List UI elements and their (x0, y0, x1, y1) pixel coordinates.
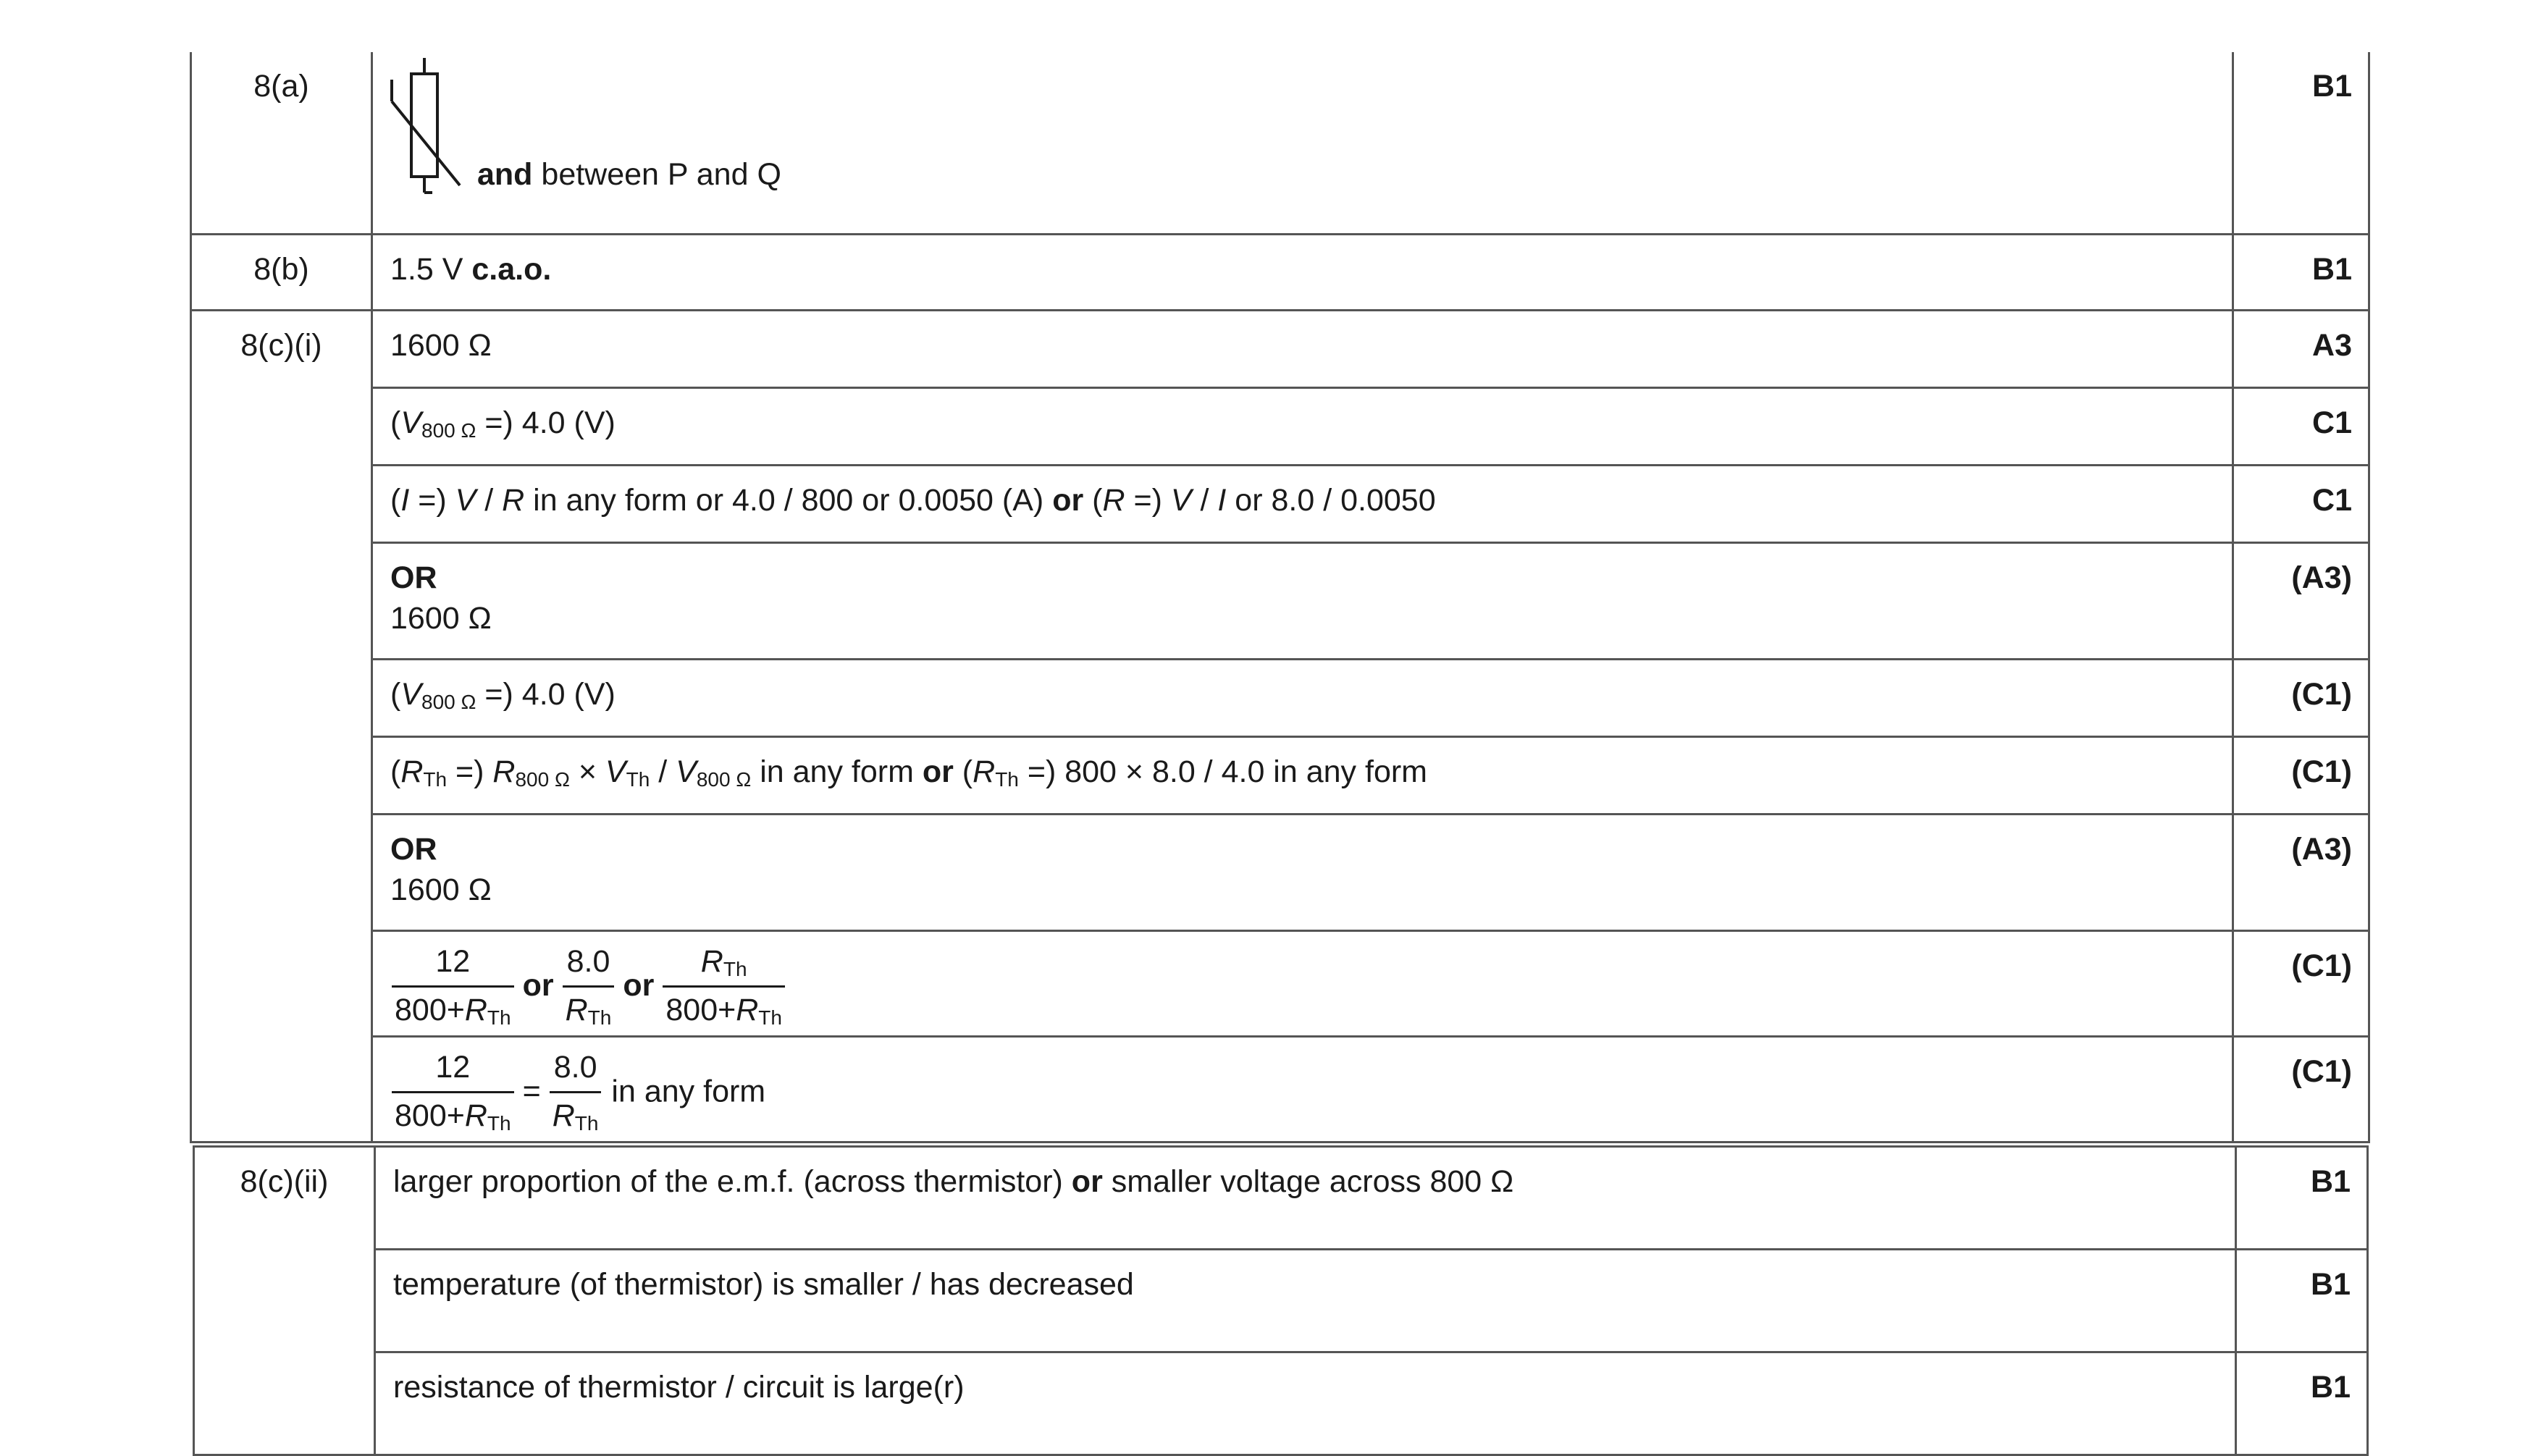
answer-cell (372, 543, 2233, 660)
table-row (191, 388, 2369, 466)
question-number: 8(c)(ii) (194, 1147, 375, 1455)
answer-bold: and (477, 157, 533, 193)
table-row (194, 1147, 2368, 1250)
table-row (191, 311, 2369, 388)
fraction: $\frac{8.0}{R_{Th}}$ (563, 942, 615, 1031)
fraction: $\frac{12}{800+R_{Th}}$ (392, 1048, 514, 1137)
table-row (191, 235, 2369, 311)
table-row (191, 737, 2369, 815)
table-row (194, 1250, 2368, 1352)
mark: (C1) (2233, 1036, 2369, 1142)
mark: B1 (2236, 1352, 2368, 1455)
answer-cell: $\frac{12}{800+R_{Th}}$ or $\frac{8.0}{R_{Th}}$ or $\frac{R_{Th}}{800+R_{Th}}$ (372, 931, 2233, 1037)
or-label: OR (390, 832, 437, 867)
or-label: OR (390, 560, 437, 595)
answer-cell: resistance of thermistor / circuit is large(r) (375, 1352, 2236, 1455)
mark: (A3) (2233, 815, 2369, 931)
mark: (C1) (2233, 737, 2369, 815)
question-number: 8(b) (191, 235, 372, 311)
fraction: $\frac{R_{Th}}{800+R_{Th}}$ (663, 942, 785, 1031)
mark: B1 (2233, 235, 2369, 311)
mark: B1 (2233, 52, 2369, 235)
table-row (191, 52, 2369, 235)
mark: (A3) (2233, 543, 2369, 660)
answer-text: 1600 Ω (390, 600, 492, 636)
thermistor-symbol-icon (390, 58, 470, 195)
answer-text: between P and Q (532, 157, 781, 193)
table-row (191, 466, 2369, 543)
fraction: $\frac{8.0}{R_{Th}}$ (550, 1048, 602, 1137)
mark: B1 (2236, 1147, 2368, 1250)
answer-cell: temperature (of thermistor) is smaller / has decreased (375, 1250, 2236, 1352)
question-number: 8(c)(i) (191, 311, 372, 1143)
mark: (C1) (2233, 660, 2369, 737)
answer-cell: ($V_{800 \Omega}$ =) 4.0 (V) (372, 388, 2233, 466)
table-row (194, 1352, 2368, 1455)
mark-scheme-table (190, 52, 2370, 1143)
table-row (191, 543, 2369, 660)
answer-cell: 1600 Ω (372, 311, 2233, 388)
fraction: $\frac{12}{800+R_{Th}}$ (392, 942, 514, 1031)
answer-cell: (I =) V / R in any form or 4.0 / 800 or 0.0050 (A) or (R =) V / I or 8.0 / 0.0050 (372, 466, 2233, 543)
answer-bold: c.a.o. (471, 252, 552, 287)
mark: C1 (2233, 466, 2369, 543)
question-number: 8(a) (191, 52, 372, 235)
table-row (191, 1036, 2369, 1142)
answer-cell (372, 52, 2233, 235)
mark: A3 (2233, 311, 2369, 388)
answer-cell: ($R_{Th}$ =) $R_{800 \Omega} \times V_{Th} / V_{800 \Omega}$ in any form or ($R_{Th}$ =) 800 × 8.0 / 4.0 in any form (372, 737, 2233, 815)
answer-cell: larger proportion of the e.m.f. (across thermistor) or smaller voltage across 800 Ω (375, 1147, 2236, 1250)
answer-cell: $\frac{12}{800+R_{Th}}$ = $\frac{8.0}{R_{Th}}$ in any form (372, 1036, 2233, 1142)
mark: C1 (2233, 388, 2369, 466)
answer-text: 1.5 V (390, 252, 472, 287)
answer-cell (372, 815, 2233, 931)
table-row (191, 660, 2369, 737)
table-row (191, 931, 2369, 1037)
answer-cell (372, 235, 2233, 311)
mark: B1 (2236, 1250, 2368, 1352)
answer-cell: ($V_{800 \Omega}$ =) 4.0 (V) (372, 660, 2233, 737)
mark-scheme-table (193, 1145, 2369, 1456)
answer-text: 1600 Ω (390, 872, 492, 907)
mark: (C1) (2233, 931, 2369, 1037)
table-row (191, 815, 2369, 931)
